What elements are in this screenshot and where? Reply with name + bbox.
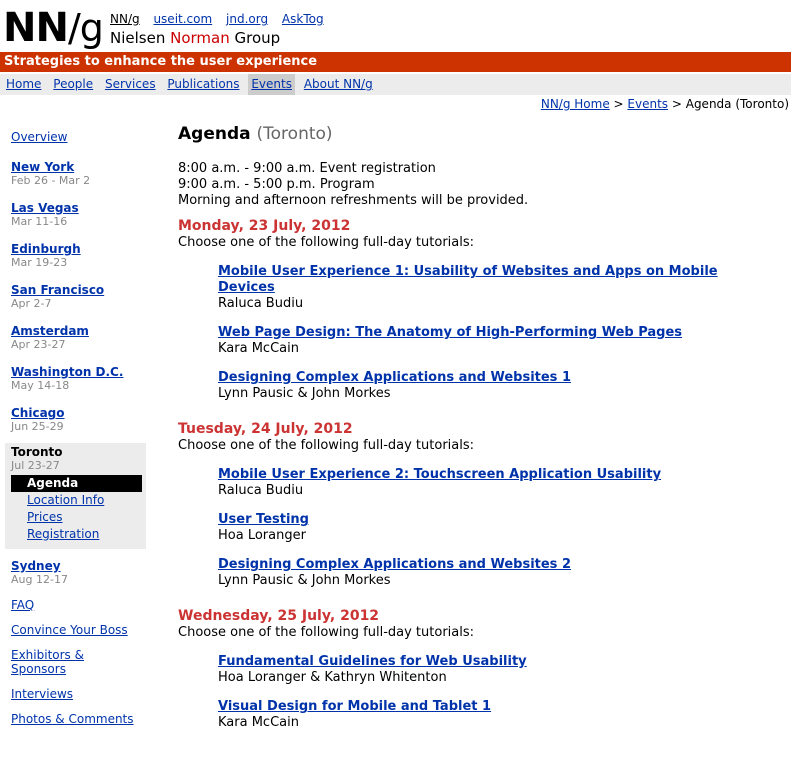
day-block <box>178 420 788 589</box>
sidebar-city-dates: Jun 25-29 <box>11 420 64 433</box>
logo-nn: NN <box>3 5 68 51</box>
breadcrumb <box>541 97 789 111</box>
sidebar-city <box>5 160 146 187</box>
nav-services[interactable]: Services <box>104 77 156 91</box>
nav-people[interactable]: People <box>53 77 94 91</box>
sidebar-sub-prices[interactable]: Prices <box>27 510 63 524</box>
tutorial-instructor: Hoa Loranger <box>218 528 306 543</box>
sidebar-city-dates: Feb 26 - Mar 2 <box>11 174 91 187</box>
brand-part2: Norman <box>170 29 230 47</box>
tutorial-instructor: Kara McCain <box>218 715 299 730</box>
sidebar-interviews[interactable]: Interviews <box>11 687 74 701</box>
sidebar-city-dates: Mar 19-23 <box>11 256 68 269</box>
sidebar-city-link[interactable]: San Francisco <box>11 283 105 297</box>
tutorial-instructor: Lynn Pausic & John Morkes <box>218 573 391 588</box>
top-link-nng[interactable]: NN/g <box>110 12 140 26</box>
tutorial <box>218 264 788 312</box>
tutorial-link[interactable]: Web Page Design: The Anatomy of High-Performing Web Pages <box>218 325 683 340</box>
tutorial <box>218 512 788 544</box>
tagline-bar: Strategies to enhance the user experience <box>0 52 791 72</box>
sidebar-sub-registration[interactable]: Registration <box>27 527 100 541</box>
sidebar-city-dates: Apr 2-7 <box>11 297 52 310</box>
top-link-useit[interactable]: useit.com <box>153 12 213 26</box>
sidebar-city-dates: Aug 12-17 <box>11 573 68 586</box>
tutorial-instructor: Lynn Pausic & John Morkes <box>218 386 391 401</box>
nav-about[interactable]: About NN/g <box>303 77 373 91</box>
day-intro: Choose one of the following full-day tutorials: <box>178 438 475 453</box>
sidebar-city-dates: May 14-18 <box>11 379 70 392</box>
tutorial-link[interactable]: Designing Complex Applications and Websites 1 <box>218 370 571 385</box>
sidebar-city-link[interactable]: Washington D.C. <box>11 365 124 379</box>
tutorial-link[interactable]: Fundamental Guidelines for Web Usability <box>218 654 527 669</box>
sidebar-city <box>5 201 146 228</box>
tutorial-instructor: Raluca Budiu <box>218 296 304 311</box>
sidebar-overview[interactable]: Overview <box>11 130 68 144</box>
day-heading: Wednesday, 25 July, 2012 <box>178 608 380 624</box>
sidebar-current-city <box>5 443 146 549</box>
sidebar-sub-location[interactable]: Location Info <box>27 493 105 507</box>
tutorial-link[interactable]: Mobile User Experience 1: Usability of Websites and Apps on Mobile Devices <box>218 264 718 295</box>
nav-publications[interactable]: Publications <box>167 77 240 91</box>
breadcrumb-current: Agenda (Toronto) <box>685 97 789 111</box>
tutorial <box>218 370 788 402</box>
nng-logo[interactable] <box>3 5 103 51</box>
top-link-jnd[interactable]: jnd.org <box>226 12 269 26</box>
tutorial <box>218 699 788 731</box>
page-title-sub: (Toronto) <box>256 124 333 144</box>
top-link-asktog[interactable]: AskTog <box>281 12 324 26</box>
sidebar-current-city-name: Toronto <box>11 445 63 459</box>
tutorial-link[interactable]: Visual Design for Mobile and Tablet 1 <box>218 699 492 714</box>
sidebar-city-dates: Apr 23-27 <box>11 338 66 351</box>
main-content <box>178 124 788 749</box>
brand-part1: Nielsen <box>110 29 166 47</box>
day-intro: Choose one of the following full-day tutorials: <box>178 235 475 250</box>
schedule-line: Morning and afternoon refreshments will be provided. <box>178 193 529 208</box>
tutorial <box>218 654 788 686</box>
sidebar-sub-agenda[interactable]: Agenda <box>11 475 142 492</box>
sidebar-city-link[interactable]: Amsterdam <box>11 324 89 338</box>
tutorial <box>218 467 788 499</box>
tutorial-link[interactable]: Designing Complex Applications and Websites 2 <box>218 557 571 572</box>
logo-g: g <box>79 6 103 50</box>
sidebar-city <box>5 283 146 310</box>
brand-part3: Group <box>234 29 281 47</box>
page-title <box>178 124 788 144</box>
top-links <box>110 12 334 26</box>
sidebar-city-link[interactable]: New York <box>11 160 75 174</box>
page-title-main: Agenda <box>178 124 251 144</box>
tutorial-link[interactable]: User Testing <box>218 512 309 527</box>
sidebar-convince-boss[interactable]: Convince Your Boss <box>11 623 128 637</box>
tutorial <box>218 557 788 589</box>
sidebar-faq[interactable]: FAQ <box>11 598 35 612</box>
tutorial-instructor: Hoa Loranger & Kathryn Whitenton <box>218 670 447 685</box>
tutorial <box>218 325 788 357</box>
brand-name <box>110 29 280 47</box>
breadcrumb-sep: > <box>668 97 686 111</box>
sidebar-city <box>5 324 146 351</box>
sidebar-city-link[interactable]: Edinburgh <box>11 242 81 256</box>
tutorial-link[interactable]: Mobile User Experience 2: Touchscreen Application Usability <box>218 467 662 482</box>
sidebar-photos[interactable]: Photos & Comments <box>11 712 134 726</box>
sidebar-city <box>5 365 146 392</box>
sidebar-current-city-dates: Jul 23-27 <box>11 459 60 472</box>
sidebar-city <box>5 242 146 269</box>
day-block <box>178 217 788 402</box>
schedule-line: 8:00 a.m. - 9:00 a.m. Event registration <box>178 161 436 176</box>
nav-home[interactable]: Home <box>6 77 42 91</box>
sidebar-city-link[interactable]: Las Vegas <box>11 201 79 215</box>
breadcrumb-sep: > <box>609 97 628 111</box>
schedule-line: 9:00 a.m. - 5:00 p.m. Program <box>178 177 375 192</box>
sidebar-city-link[interactable]: Sydney <box>11 559 61 573</box>
sidebar-exhibitors[interactable]: Exhibitors & Sponsors <box>11 648 84 676</box>
day-heading: Monday, 23 July, 2012 <box>178 218 351 234</box>
tutorial-instructor: Raluca Budiu <box>218 483 304 498</box>
day-heading: Tuesday, 24 July, 2012 <box>178 421 353 437</box>
logo-slash: / <box>67 6 80 50</box>
day-block <box>178 607 788 731</box>
day-intro: Choose one of the following full-day tutorials: <box>178 625 475 640</box>
sidebar <box>5 130 146 737</box>
schedule <box>178 161 788 209</box>
main-nav <box>0 74 791 95</box>
nav-events[interactable]: Events <box>248 74 295 95</box>
sidebar-city-dates: Mar 11-16 <box>11 215 68 228</box>
sidebar-city <box>5 406 146 433</box>
breadcrumb-events[interactable]: Events <box>627 97 669 111</box>
tutorial-instructor: Kara McCain <box>218 341 299 356</box>
sidebar-city-link[interactable]: Chicago <box>11 406 65 420</box>
sidebar-city <box>5 559 146 586</box>
breadcrumb-home[interactable]: NN/g Home <box>540 97 610 111</box>
